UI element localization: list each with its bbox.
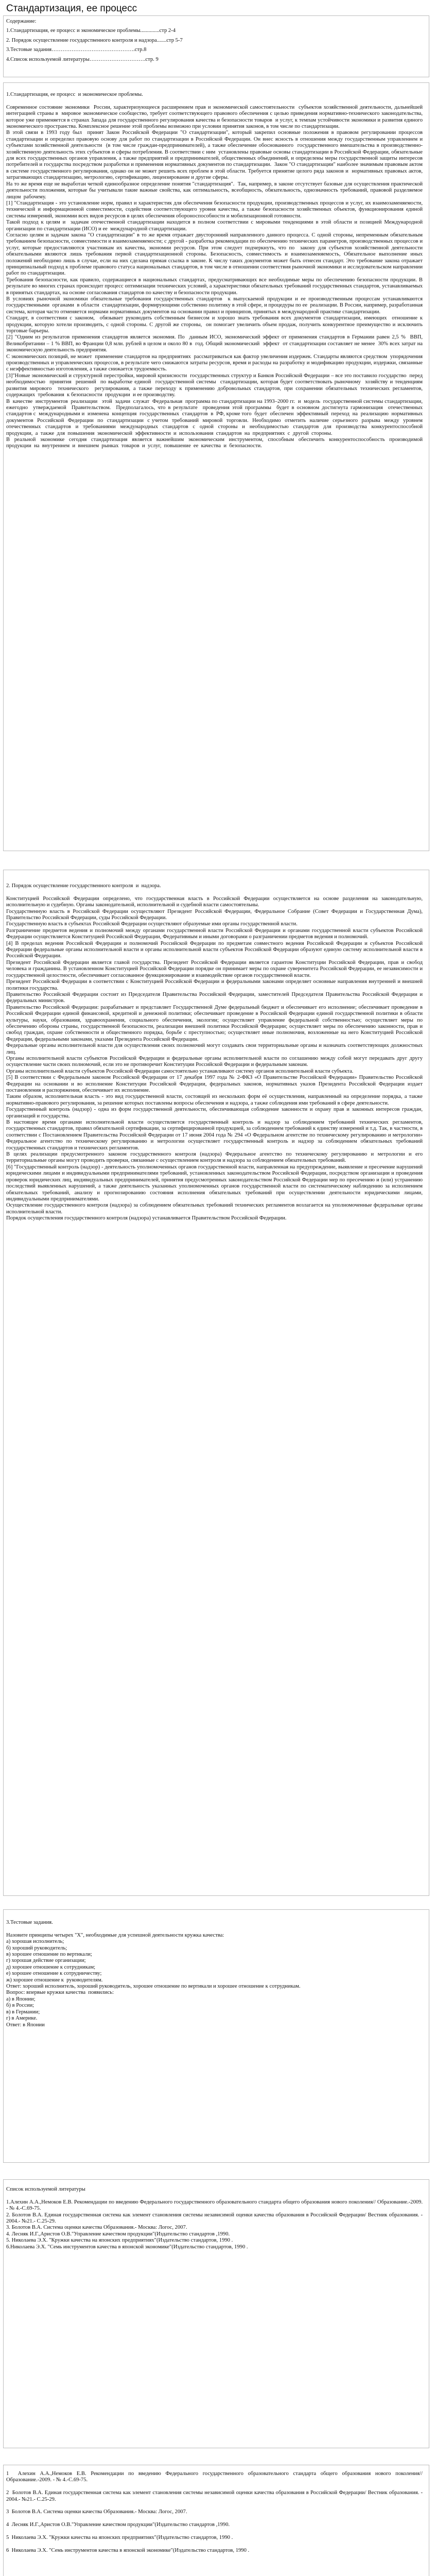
section-1-text: 1.Стандартизация, ее процесс и экономическое проблемы. Современное состояние экономики России, характеризующееся расширением прав и экономической самостоятельности субъектов хозяйственной деятельности, дальнейшей интеграцией страны в мировое экономическое сообщество, требует соответствующего правового обеспечения с целью приведения нормативно-технического законодательства, которое уже применяется в странах Запада для государственного регулирования качества и безопасности товаров и услуг, к темпам устойчивости экономики и развития единого экономического пространства. Комплексное решение этой проблемы возможно при условии принятия законов, в том числе по стандартизации. В этой связи в 1993 году был принят Закон Российской Федерации "О стандартизации", который закрепил основные положения в правовом регулировании процессов стандартизации и определил правовую основу для работ по стандартизации в Российской Федерации. Он внес ясность в отношения между государственным управлением и субъектами хозяйственной деятельности (в том числе граждан-предпринимателей), а также обеспечение обоснованного государственного вмешательства в производственно-хозяйственную деятельность этих субъектов и сферы потребления. В соответствии с ним установлены правовые основы стандартизации в Российской Федерации, обязательные для всех государственных органов управления, а также предприятий и предпринимателей, общественных объединений, и определены меры государственной защиты интересов потребителей и государства посредством разработки и применения нормативных документов по стандартизации. Закон "О стандартизации" наиболее значимым правовым актом в системе государственного регулирования, однако он не может решить всех проблем в этой области. Требуется принятие целого ряда законов и нормативных правовых актов, затрагивающих стандартизацию, метрологию, сертификацию, лицензирование и другие сферы. На то же время еще не выработан четкой единообразное определение понятия "стандартизация". Так, например, в законе отсутствует базовые для осуществления практической деятельности положения, которые бы учитывали такие важные свойства, как оптимальность, всеобщность, обязательность, однозначность требований, правовой разделяемое лицом рабочему. [1] "Стандартизация - это установление норм, правил и характеристик для обеспечения безопасности продукции, производственных процессов и услуг, их взаимозаменяемости, технической и информационной совместимости, содействия соответствующего уровня качества, а также безопасности хозяйственных объектов, функционирования единой системы измерений, экономии всех видов ресурсов в целях обеспечения обороноспособности и мобилизационной готовности. Такой подход к целям и задачам отечественной стандартизации находится в полном соответствии с мировыми тенденциями в этой области и позицией Международной организации по стандартизации (ИСО) и ее международной стандартизации. Согласно целям и задачам закона "О стандартизации" в то же время отражает двусторонний направленного данного процесса. С одной стороны, непременным обязательным требованием безопасности, совместимости и взаимозаменяемости; с другой - разработка рекомендации по обеспечению технических параметров, производственных процессов и услуг, которые предоставляются участникам их качества, экономии ресурсов. При этом следует подчеркнуть, что по закону для субъектов хозяйственной деятельности обязательными являются лишь требования первой стандартизационной стороны. Безопасность, совместимость и взаимозаменяемость, Обязательное выполнение иных положений необходимо лишь в случае, если на них сделана прямая ссылка в законе. К числу таких документов может быть отнесен стандарт. Это требование закона отражает принципиальный подход к проблеме правового статуса национальных стандартов, в том числе в отношении соответствия рыночной экономики и исследовательском направлении работ по стандартизации. Требования безопасности, как правило, содержащиеся в национальных стандартах, предусматривающих все необходимые меры по обеспечению безопасности продукции. В результате во многих странах происходит процесс оптимизации технических условий, а характеристики обязательных требований государственных стандартов, устанавливаемых в принятых стандартах, на основе согласования стандартов по качеству и безопасности продукции. В условиях рыночной экономики обязательные требования государственных стандартов к выпускаемой продукции и ее производственным процессам устанавливаются государственными органами в области стандартизации, формирующими собственно политику в этой сфере, и процедуры по ее реализации. В России, например, разработанная система, которая часто отменяется нормами нормативных документов на основании правил и принципов, принятых в международной практике стандартизации. Стандарт, в соответствии с законом, обязывает руководить собственным бизнесом и хорошо знать требования всех документов стандартизации, имеющих отношение к продукции, которую хотели производить, с одной стороны. С другой же стороны, он помогает увеличить объем продаж, получить конкурентное преимущество и исключить торговые барьеры. [2] "Одним из результатов применения стандартов является экономия. По данным ИСО, экономический эффект от применения стандартов в Германии равен 2,5 % ВВП, Великобритании – 1 % ВВП, во Франции 0,8 млн. рублей в целом и около 80 в год. Общий экономический эффект от стандартизации составляет не менее 30% всех затрат на экономическую деятельность предприятия. С экономических позиций, не может применение стандартов на предприятиях рассматриваться как фактор увеличения издержек. Стандарты являются средством упорядочения производственных и управленческих процессов, в результате чего снижаются затраты ресурсов, время и расходы на разработку и модификацию продукции, издержки, связанные с неэффективностью изготовления, а также снижается трудоемкость. [3]"Новые экономический и структурной перестройки, мировой кризисности государственных структур и Банков Российской Федерации – все это поставило государство перед необходимостью принятия решений по выработке единой государственной системы стандартизации, которая будет соответствовать рыночному хозяйству и тенденциям развития мирового технического регулирования, а также переходу к применению добровольных стандартов, при сохранении обязательных технических регламентов, содержащих требования к безопасности продукции и ее производству. В качестве инструментов реализации этой задачи служат Федеральная программа по стандартизации на 1993–2000 гг. и модель государственной системы стандартизации, ежегодно утверждаемой Правительством. Предполагалось, что в результате проведения этой программы будет в основном достигнута гармонизация отечественных стандартов с международными и изменена концепция государственных стандартов в РФ, кроме того будет обеспечен эффективный переход на реализацию нормативных документов Российской Федерации по стандартизации с учетом требований мировой торговли. Необходимо отметить наличие серьезного разрыва между уровнем отечественных стандартов и требованиями международных стандартов с одной стороны и необходимостью стандартов для производства конкурентоспособной продукции, а также для повышения экономической эффективности и использования стандартов на предприятиях с другой стороны. В реальной экономике сегодня стандартизация является важнейшим экономическим инструментом, способным обеспечить конкурентоспособность производимой продукции на внутреннем и внешнем рынках товаров и услуг, повышение ее качества и безопасности.	[6, 92, 423, 449]
toc-item-3: 3.Тестовые задания……………………………………….стр.8	[6, 47, 147, 53]
section-2-text: 2. Порядок осуществление государственного контроля и надзора. Конституцией Российской Федерации определено, что государственная власть в Российской Федерации осуществляется на основе разделения на законодательную, исполнительную и судебную. Органы законодательной, исполнительной и судебной власти самостоятельны. Государственную власть в Российской Федерации осуществляют Президент Российской Федерации, Федеральное Собрание (Совет Федерации и Государственная Дума), Правительство Российской Федерации, суды Российской Федерации. Государственную власть в субъектах Российской Федерации осуществляют образуемые ими органы государственной власти. Разграничение предметов ведения и полномочий между органами государственной власти Российской Федерации и органами государственной власти субъектов Российской Федерации осуществляется Конституцией Российской Федерации, Федеративным и иными договорами о разграничении предметов ведения и полномочий. [4] В пределах ведения Российской Федерации и полномочий Российской Федерации по предметам совместного ведения Российской Федерации и субъектов Российской Федерации федеральные органы исполнительной власти и органы исполнительной власти субъектов Российской Федерации образуют единую систему исполнительной власти в Российской Федерации. Президент Российской Федерации является главой государства. Президент Российской Федерации является гарантом Конституции Российской Федерации, прав и свобод человека и гражданина. В установленном Конституцией Российской Федерации порядке он принимает меры по охране суверенитета Российской Федерации, ее независимости и государственной целостности, обеспечивает согласованное функционирование и взаимодействие органов государственной власти. Президент Российской Федерации в соответствии с Конституцией Российской Федерации и федеральными законами определяет основные направления внутренней и внешней политики государства. Правительство Российской Федерации состоит из Председателя Правительства Российской Федерации, заместителей Председателя Правительства Российской Федерации и федеральных министров. Правительство Российской Федерации: разрабатывает и представляет Государственной Думе федеральный бюджет и обеспечивает его исполнение; обеспечивает проведение в Российской Федерации единой финансовой, кредитной и денежной политики; обеспечивает проведение в Российской Федерации единой государственной политики в области культуры, науки, образования, здравоохранения, социального обеспечения, экологии; осуществляет управление федеральной собственностью; осуществляет меры по обеспечению обороны страны, государственной безопасности, реализации внешней политики Российской Федерации; осуществляет меры по обеспечению законности, прав и свобод граждан, охране собственности и общественного порядка, борьбе с преступностью; осуществляет иные полномочия, возложенные на него Конституцией Российской Федерации, федеральными законами, указами Президента Российской Федерации. Федеральные органы исполнительной власти для осуществления своих полномочий могут создавать свои территориальные органы и назначать соответствующих должностных лиц. Органы исполнительной власти субъектов Российской Федерации и федеральные органы исполнительной власти по соглашению между собой могут передавать друг другу осуществление части своих полномочий, если это не противоречит Конституции Российской Федерации и федеральным законам. Органы исполнительной власти субъектов Российской Федерации самостоятельно устанавливают систему органов исполнительной власти субъекта. [5] В соответствии с Федеральным законом Российской Федерации от 17 декабря 1997 года № 2-ФКЗ «О Правительстве Российской Федерации» Правительство Российской Федерации на основании и во исполнение Конституции Российской Федерации, федеральных законов, нормативных указов Президента Российской Федерации издает постановления и распоряжения, обеспечивает их исполнение. Таким образом, исполнительная власть - это вид государственной власти, состоящей из нескольких форм её осуществления, направленный на определение порядка, а также нормативно-правового регулирования, за решение которых поставлены вопросы обеспечения и надзора, а также соблюдения ими требований в сфере деятельности. Государственный контроль (надзор) - одна из форм государственной деятельности, обеспечивающая соблюдение законности и охрану прав и законных интересов граждан, организаций и государства. В настоящее время органами исполнительной власти осуществляется государственный контроль и надзор за соблюдением требований технических регламентов, государственных стандартов, правил обязательной сертификации, за сертифицированной продукцией, за соблюдением требований к единству измерений и т.д. Так, в частности, в соответствии с Постановлением Правительства Российской Федерации от 17 июня 2004 года № 294 «О Федеральном агентстве по техническому регулированию и метрологии» Федеральное агентство по техническому регулированию и метрологии осуществляет государственный контроль и надзор за соблюдением обязательных требований государственных стандартов и технических регламентов. В целях реализации предусмотренного законом государственного контроля (надзора) Федеральное агентство по техническому регулированию и метрологии и его территориальные органы могут проводить проверки, связанные с осуществлением контроля и надзора за соблюдением обязательных требований. [6] "Государственный контроль (надзор) - деятельность уполномоченных органов государственной власти, направленная на предупреждение, выявление и пресечение нарушений юридическими лицами и индивидуальными предпринимателями требований, установленных законодательством Российской Федерации, посредством организации и проведения проверок юридических лиц, индивидуальных предпринимателей, принятия предусмотренных законодательством Российской Федерации мер по пресечению и (или) устранению последствий выявленных нарушений, а также деятельность указанных уполномоченных органов государственной власти по систематическому наблюдению за исполнением обязательных требований, анализу и прогнозированию состояния исполнения обязательных требований при осуществлении деятельности юридическими лицами, индивидуальными предпринимателями. Осуществление государственного контроля (надзора) за соблюдением обязательных требований технических регламентов возлагается на уполномоченные федеральные органы исполнительной власти. Порядок осуществления государственного контроля (надзора) устанавливается Правительством Российской Федерации.	[6, 883, 423, 1222]
toc-item-1: 1.Стандартизация, ее процесс и экономическое проблемы..............стр 2-4	[6, 28, 176, 34]
toc-item-2: 2. Порядок осуществление государственного контроля и надзора.......стр 5-7	[6, 37, 183, 43]
references-text: Список используемой литературы 1.Алехин А.А.,Немоков Е.В. Рекомендации по введению Федерального государственного образовательного стандарта общего образования нового поколения// Образование.-2009. - № 4.-С.69-75. 2. Болотов В.А. Единая государственная система как элемент становления системы независимой оценки качества образования в Российской Федерации/ Вестник образования. - 2004.- №21.- С.25-29. 3. Болотов В.А. Система оценки качества Образования.- Москва: Логос, 2007. 4. Лесняк И.Г.,Аристов О.В."Управление качеством продукции"(Издательство стандартов ,1990. 5. Николаева Э.Х. "Кружки качества на японских предприятиях"(Издательство стандартов, 1990 . 6.Николаева Э.Х. "Семь инструментов качества в японской экономике"(Издательство стандартов, 1990 .	[6, 2187, 423, 2250]
section-3-text: 3.Тестовые задания. Назовите принципы четырех "Х", необходимые для успешной деятельности кружка качества: а) хорошая исполнитель; б) хороший руководитель; в) хорошее отношение по вертикали; г) хорошая действие организации; д) хорошее отношение к сотрудникам; е) хорошее отношение к сотрудничеству; ж) хорошее отношение к руководителям. Ответ: хороший исполнитель, хороший руководитель, хорошее отношение по вертикали и хорошее отношение к сотрудникам. Вопрос: впервые кружки качества появились: а) в Японии; б) в России; в) в Германии; г) в Америке. Ответ: в Японии	[6, 1920, 301, 2028]
toc-header: Содержание:	[6, 19, 37, 24]
toc-item-4: 4.Список используемой литературы………………………….стр. 9	[6, 56, 159, 62]
footnotes-text: 1 Алехин А.А.,Немоков Е.В. Рекомендации по введению Федерального государственного образовательного стандарта общего образования нового поколения// Образование.-2009. - № 4.-С.69-75. 2 Болотов В.А. Единая государственная система как элемент становления системы независимой оценки качества образования в Российской Федерации/ Вестник образования. - 2004.- №21.- С.25-29. 3 Болотов В.А. Система оценки качества Образования.- Москва: Логос, 2007. 4 Лесняк И.Г.,Аристов О.В."Управление качеством продукции"(Издательство стандартов ,1990. 5 Николаева Э.Х. "Кружки качества на японских предприятиях"(Издательство стандартов, 1990 . 6 Николаева Э.Х. "Семь инструментов качества в японской экономике"(Издательство стандартов, 1990 .	[6, 2471, 423, 2553]
page-title: Стандартизация, ее процесс	[6, 3, 137, 14]
toc	[6, 19, 423, 66]
